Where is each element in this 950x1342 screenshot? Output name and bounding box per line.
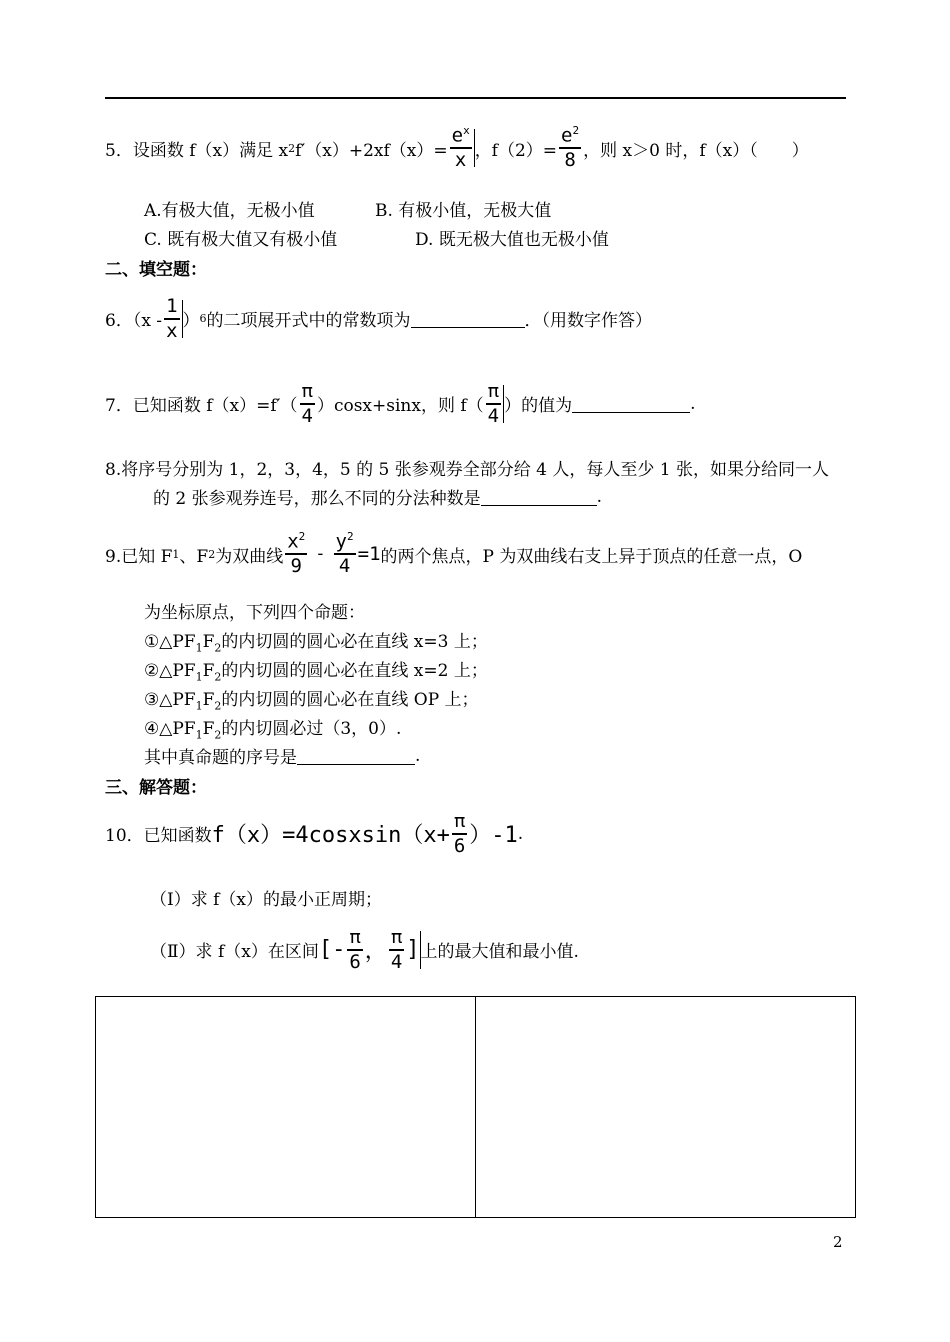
q5-sup: 2 <box>288 141 296 155</box>
q10-interval-comma: ， <box>364 939 387 965</box>
q6-text-tail: ．（用数字作答） <box>524 311 653 332</box>
q10-formula-post: ）-1 <box>469 823 518 849</box>
section-solutions: 三、解答题： <box>105 778 207 798</box>
q5-fraction-2: $\frac{e^2}{8}$ <box>561 124 580 172</box>
q7-fraction-1: $\frac{\pi}{4}$ <box>301 380 313 427</box>
q10-interval-frac-2: $\frac{\pi}{4}$ <box>390 926 403 973</box>
q7-text-suffix: ）的值为 <box>504 396 573 417</box>
q9-last-tail: . <box>415 745 421 766</box>
q10-interval-open: [- <box>318 937 346 963</box>
answer-blank[interactable] <box>572 394 690 413</box>
q8-line1: 8.将序号分别为 1，2，3，4，5 的 5 张参观券全部分给 4 人，每人至少 1 张，如果分给同一人 <box>105 460 829 480</box>
q5-option-b: B. 有极小值，无极大值 <box>375 201 552 221</box>
q10-part-2 <box>150 927 579 973</box>
q5-option-d: D. 既无极大值也无极小值 <box>415 230 609 250</box>
q9-text-prefix: 9.已知 F <box>105 546 173 567</box>
q10-part2-post: 上的最大值和最小值. <box>420 942 579 963</box>
question-5 <box>105 125 809 171</box>
q10-tail: . <box>517 823 524 844</box>
q6-text-suffix: 的二项展开式中的常数项为 <box>206 311 411 332</box>
q5-option-a: A.有极大值，无极小值 <box>144 201 315 221</box>
q9-minus: - <box>315 544 326 565</box>
q7-text-mid: ）cosx+sinx，则 f（ <box>316 396 484 417</box>
q6-fraction: $\frac{1}{x}$ <box>166 295 178 342</box>
q7-text-tail: . <box>690 393 696 414</box>
q9-fraction-1: $\frac{x^2}{9}$ <box>287 530 306 578</box>
q8-line2 <box>153 484 602 509</box>
q6-sup: 6 <box>199 312 207 326</box>
q9-text-mid1: 、F <box>179 546 209 567</box>
q9-last <box>144 743 420 768</box>
q9-text-mid2: 为双曲线 <box>215 546 284 567</box>
question-7 <box>105 381 696 427</box>
q10-interval-close: ] <box>406 937 420 963</box>
q7-fraction-2: $\frac{\pi}{4}$ <box>487 380 500 427</box>
q9-sub1: 1 <box>172 547 180 561</box>
q6-text-prefix: 6．（x - <box>105 311 163 332</box>
answer-blank[interactable] <box>297 746 415 765</box>
answer-table-divider <box>475 997 476 1217</box>
q9-sub2: 2 <box>208 547 216 561</box>
q9-item-1: $①\triangle PF_1F_2$的内切圆的圆心必在直线 x=3 上； <box>144 632 488 655</box>
q10-interval-frac-1: $\frac{\pi}{6}$ <box>349 926 361 973</box>
q10-part-1: （Ⅰ）求 f（x）的最小正周期； <box>150 890 382 910</box>
question-6 <box>105 296 652 342</box>
section-fill-in: 二、填空题： <box>105 260 207 280</box>
q9-text-suffix: 的两个焦点，P 为双曲线右支上异于顶点的任意一点，O <box>380 546 803 567</box>
q10-text-prefix: 10．已知函数 <box>105 826 212 847</box>
page-number: 2 <box>833 1233 843 1251</box>
answer-blank[interactable] <box>411 309 525 328</box>
q9-line2: 为坐标原点，下列四个命题： <box>144 603 365 623</box>
q8-text: 的 2 张参观券连号，那么不同的分法种数是 <box>153 489 481 509</box>
q5-text-mid: f′（x）+2xf（x）= <box>295 140 448 161</box>
question-9 <box>105 531 802 577</box>
q5-option-c: C. 既有极大值又有极小值 <box>144 230 338 250</box>
q7-text-prefix: 7．已知函数 f（x）=f′（ <box>105 396 298 417</box>
answer-blank[interactable] <box>481 487 597 506</box>
q9-item-4: $④\triangle PF_1F_2$的内切圆必过（3，0）. <box>144 719 402 742</box>
q8-text-tail: . <box>596 486 603 507</box>
q9-eq: =1 <box>357 543 381 566</box>
q9-fraction-2: $\frac{y^2}{4}$ <box>335 530 354 578</box>
q9-item-3: $③\triangle PF_1F_2$的内切圆的圆心必在直线 OP 上； <box>144 690 479 713</box>
q5-fraction-1: $\frac{e^x}{x}$ <box>451 124 470 172</box>
header-rule <box>105 97 846 99</box>
q5-text-suffix: ，则 x＞0 时，f（x）（ ） <box>583 140 809 161</box>
q5-text-mid2: ，f（2）= <box>474 140 558 161</box>
question-10 <box>105 811 523 857</box>
q10-fraction: $\frac{\pi}{6}$ <box>453 810 466 857</box>
q5-text-prefix: 5．设函数 f（x）满足 x <box>105 140 289 161</box>
q9-item-2: $②\triangle PF_1F_2$的内切圆的圆心必在直线 x=2 上； <box>144 661 488 684</box>
q10-formula-pre: f（x）=4cosxsin（x+ <box>211 823 450 849</box>
answer-table <box>95 996 856 1218</box>
q10-part2-pre: （Ⅱ）求 f（x）在区间 <box>150 942 319 963</box>
q6-paren: ） <box>182 311 200 332</box>
q9-last-text: 其中真命题的序号是 <box>144 748 297 768</box>
